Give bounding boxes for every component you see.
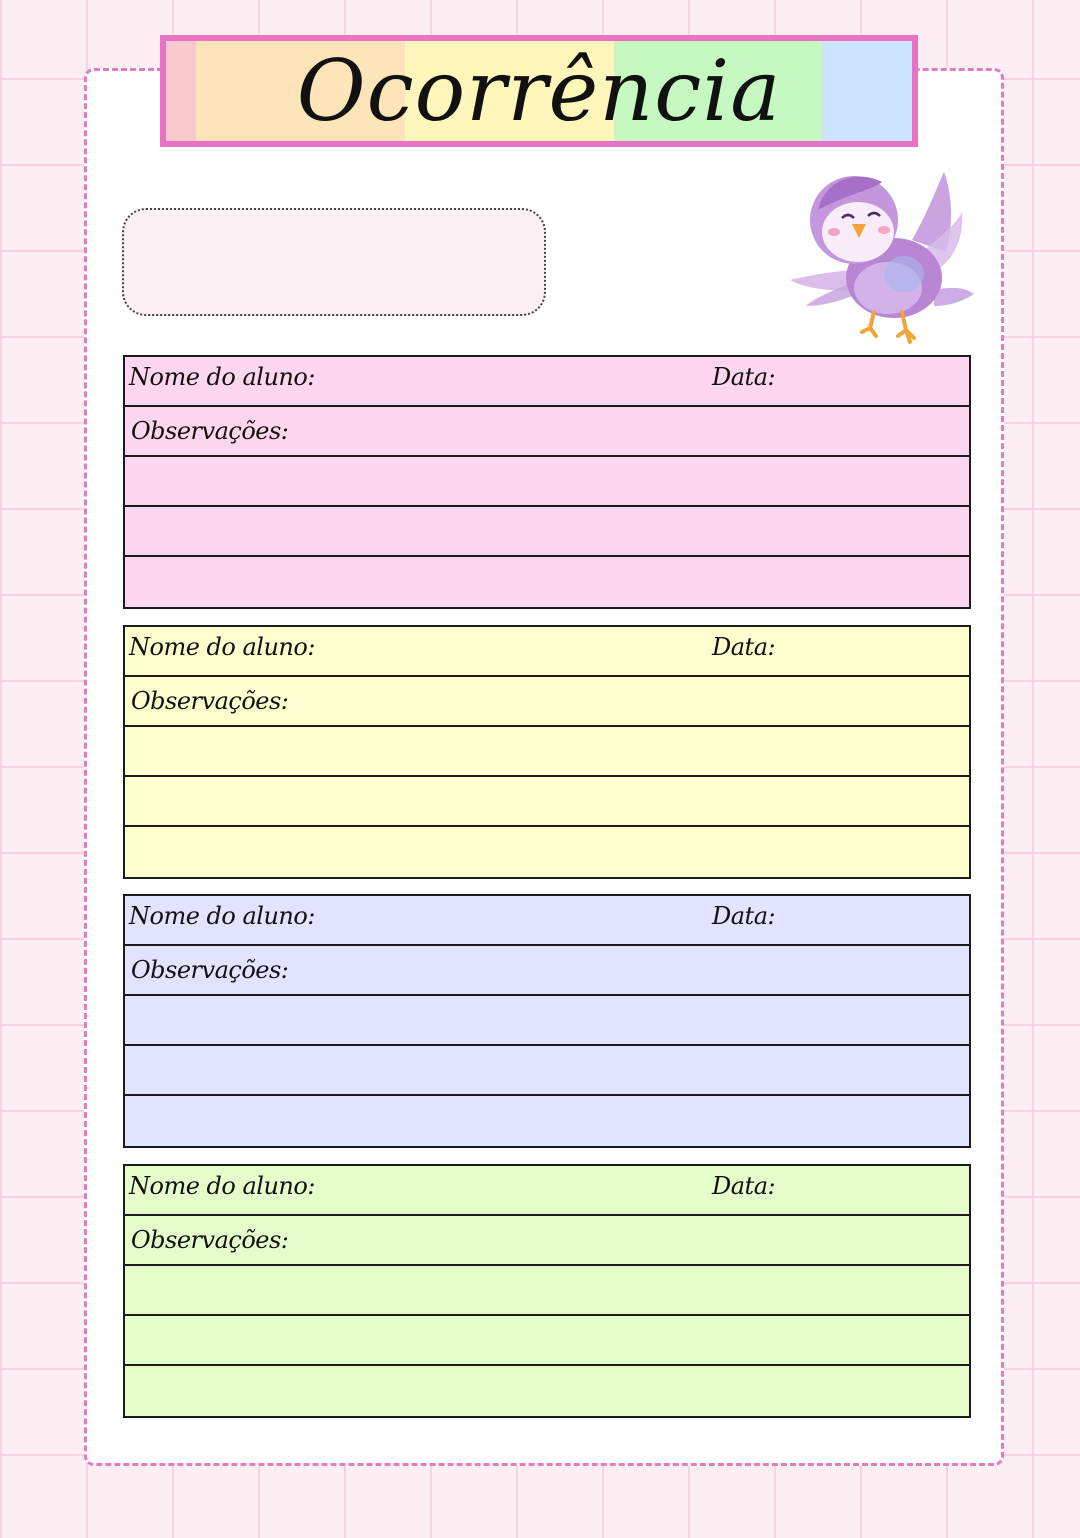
observations-label: Observações: [131, 687, 289, 715]
writing-line[interactable] [125, 1096, 969, 1146]
writing-line[interactable] [125, 457, 969, 507]
date-label: Data: [712, 633, 776, 661]
observations-label: Observações: [131, 1226, 289, 1254]
observations-row[interactable] [125, 407, 969, 457]
observations-row[interactable] [125, 677, 969, 727]
writing-line[interactable] [125, 1266, 969, 1316]
writing-line[interactable] [125, 1046, 969, 1096]
writing-line[interactable] [125, 996, 969, 1046]
name-label: Nome do aluno: [129, 363, 315, 391]
occurrence-section-1 [123, 355, 971, 609]
name-row[interactable] [125, 627, 969, 677]
writing-line[interactable] [125, 777, 969, 827]
name-row[interactable] [125, 896, 969, 946]
title-banner [160, 35, 918, 147]
name-label: Nome do aluno: [129, 902, 315, 930]
date-label: Data: [712, 902, 776, 930]
observations-row[interactable] [125, 1216, 969, 1266]
writing-line[interactable] [125, 1316, 969, 1366]
label-box[interactable] [122, 208, 546, 316]
date-label: Data: [712, 1172, 776, 1200]
name-row[interactable] [125, 357, 969, 407]
page-title: Ocorrência [296, 42, 782, 140]
writing-line[interactable] [125, 1366, 969, 1416]
bird-illustration-icon [784, 160, 984, 352]
occurrence-section-4 [123, 1164, 971, 1418]
observations-row[interactable] [125, 946, 969, 996]
writing-line[interactable] [125, 507, 969, 557]
observations-label: Observações: [131, 956, 289, 984]
name-label: Nome do aluno: [129, 633, 315, 661]
writing-line[interactable] [125, 727, 969, 777]
observations-label: Observações: [131, 417, 289, 445]
name-label: Nome do aluno: [129, 1172, 315, 1200]
date-label: Data: [712, 363, 776, 391]
occurrence-section-2 [123, 625, 971, 879]
name-row[interactable] [125, 1166, 969, 1216]
occurrence-section-3 [123, 894, 971, 1148]
writing-line[interactable] [125, 557, 969, 607]
writing-line[interactable] [125, 827, 969, 877]
